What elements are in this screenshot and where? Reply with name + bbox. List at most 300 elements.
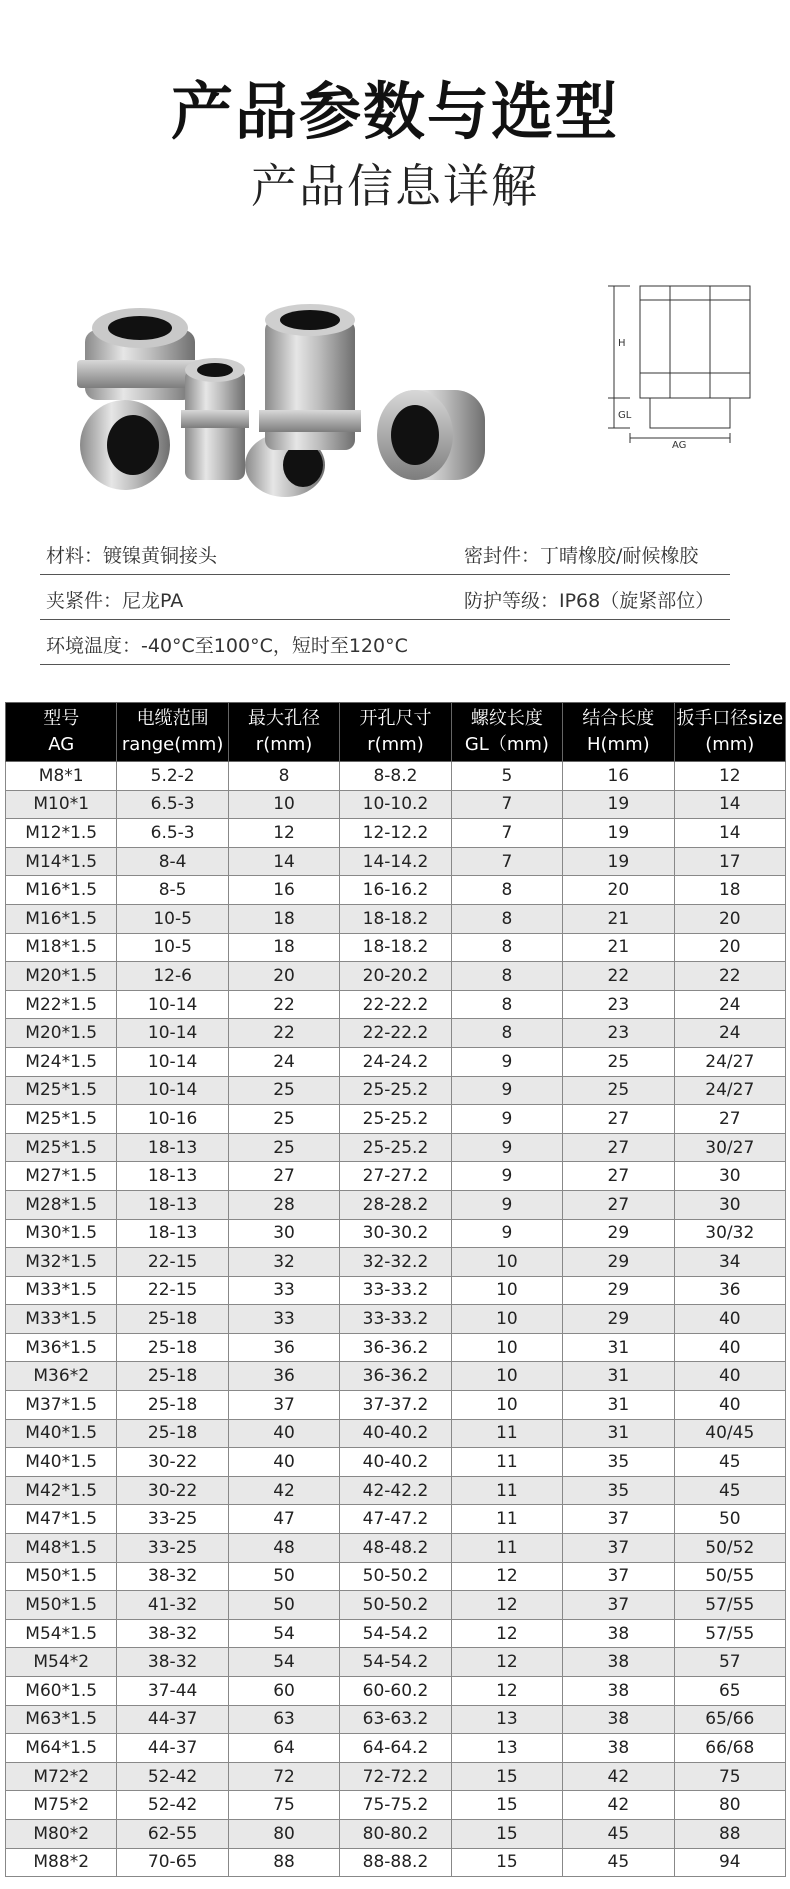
- table-cell: 25-25.2: [340, 1076, 451, 1105]
- table-cell: M20*1.5: [6, 1019, 117, 1048]
- table-cell: 38: [563, 1619, 674, 1648]
- table-cell: 40: [674, 1391, 785, 1420]
- table-cell: 88-88.2: [340, 1848, 451, 1877]
- table-row: [6, 904, 786, 933]
- table-cell: 11: [451, 1505, 562, 1534]
- table-cell: 30-30.2: [340, 1219, 451, 1248]
- table-cell: 62-55: [117, 1819, 228, 1848]
- table-cell: 18-13: [117, 1133, 228, 1162]
- table-cell: 31: [563, 1362, 674, 1391]
- drawing-label-ag: AG: [672, 440, 687, 450]
- table-cell: 57: [674, 1648, 785, 1677]
- table-row: [6, 962, 786, 991]
- table-cell: M8*1: [6, 762, 117, 791]
- table-row: [6, 1419, 786, 1448]
- table-cell: 18: [674, 876, 785, 905]
- page-title: 产品参数与选型: [170, 75, 619, 148]
- table-row: [6, 1562, 786, 1591]
- table-cell: 44-37: [117, 1705, 228, 1734]
- table-cell: 23: [563, 1019, 674, 1048]
- table-cell: 65/66: [674, 1705, 785, 1734]
- table-cell: 9: [451, 1133, 562, 1162]
- table-cell: M16*1.5: [6, 876, 117, 905]
- table-cell: 40-40.2: [340, 1448, 451, 1477]
- table-cell: M22*1.5: [6, 990, 117, 1019]
- table-cell: 30-22: [117, 1448, 228, 1477]
- page-subtitle: 产品信息详解: [251, 159, 539, 213]
- table-cell: 11: [451, 1534, 562, 1563]
- table-cell: 42: [563, 1762, 674, 1791]
- table-cell: M14*1.5: [6, 847, 117, 876]
- table-cell: 32-32.2: [340, 1248, 451, 1277]
- table-cell: 20-20.2: [340, 962, 451, 991]
- table-cell: M30*1.5: [6, 1219, 117, 1248]
- table-cell: M47*1.5: [6, 1505, 117, 1534]
- table-cell: 24/27: [674, 1047, 785, 1076]
- table-cell: 48: [228, 1534, 339, 1563]
- table-cell: M27*1.5: [6, 1162, 117, 1191]
- table-cell: M50*1.5: [6, 1591, 117, 1620]
- table-cell: 33-33.2: [340, 1276, 451, 1305]
- table-row: [6, 1591, 786, 1620]
- table-cell: 10: [228, 790, 339, 819]
- table-cell: M16*1.5: [6, 904, 117, 933]
- table-cell: 24: [228, 1047, 339, 1076]
- table-row: [6, 1219, 786, 1248]
- table-row: [6, 933, 786, 962]
- table-cell: M40*1.5: [6, 1448, 117, 1477]
- table-cell: 20: [674, 904, 785, 933]
- table-cell: 10-16: [117, 1105, 228, 1134]
- table-cell: 12: [451, 1562, 562, 1591]
- table-cell: 50: [228, 1591, 339, 1620]
- table-cell: 70-65: [117, 1848, 228, 1877]
- table-cell: 29: [563, 1248, 674, 1277]
- table-cell: 12: [451, 1591, 562, 1620]
- table-cell: 24: [674, 1019, 785, 1048]
- table-cell: 22: [674, 962, 785, 991]
- spec-list: [40, 530, 730, 665]
- table-cell: 15: [451, 1762, 562, 1791]
- table-cell: 25: [228, 1105, 339, 1134]
- table-row: [6, 1734, 786, 1763]
- table-cell: 19: [563, 847, 674, 876]
- table-row: [6, 847, 786, 876]
- column-header-title: 开孔尺寸: [359, 708, 432, 729]
- dimension-drawing: [600, 278, 760, 450]
- table-cell: 8: [451, 990, 562, 1019]
- table-row: [6, 1076, 786, 1105]
- table-cell: 54: [228, 1648, 339, 1677]
- column-header-unit: (mm): [705, 734, 755, 755]
- table-cell: 64-64.2: [340, 1734, 451, 1763]
- table-cell: 12: [451, 1619, 562, 1648]
- table-cell: 31: [563, 1419, 674, 1448]
- table-row: [6, 1305, 786, 1334]
- table-row: [6, 1534, 786, 1563]
- table-cell: 19: [563, 790, 674, 819]
- table-cell: 5.2-2: [117, 762, 228, 791]
- column-header: [563, 703, 674, 762]
- table-row: [6, 1047, 786, 1076]
- table-cell: 25-25.2: [340, 1105, 451, 1134]
- table-row: [6, 1248, 786, 1277]
- table-cell: 50-50.2: [340, 1591, 451, 1620]
- table-cell: M24*1.5: [6, 1047, 117, 1076]
- table-cell: 18: [228, 933, 339, 962]
- table-cell: 50-50.2: [340, 1562, 451, 1591]
- table-cell: 9: [451, 1190, 562, 1219]
- spec-row: [40, 530, 730, 575]
- table-cell: 38: [563, 1648, 674, 1677]
- table-cell: 28-28.2: [340, 1190, 451, 1219]
- table-cell: 29: [563, 1305, 674, 1334]
- table-cell: 33-25: [117, 1505, 228, 1534]
- table-cell: M75*2: [6, 1791, 117, 1820]
- table-cell: 21: [563, 933, 674, 962]
- column-header-title: 最大孔径: [248, 708, 321, 729]
- table-cell: 9: [451, 1105, 562, 1134]
- table-cell: M25*1.5: [6, 1105, 117, 1134]
- table-cell: 27: [563, 1133, 674, 1162]
- drawing-label-gl: GL: [618, 410, 632, 421]
- table-cell: 45: [674, 1448, 785, 1477]
- table-row: [6, 876, 786, 905]
- table-cell: 40: [228, 1419, 339, 1448]
- drawing-label-h: H: [618, 338, 626, 349]
- table-row: [6, 1648, 786, 1677]
- column-header-title: 结合长度: [582, 708, 655, 729]
- table-cell: 34: [674, 1248, 785, 1277]
- table-cell: 27: [563, 1190, 674, 1219]
- table-cell: 25-25.2: [340, 1133, 451, 1162]
- table-cell: 30-22: [117, 1476, 228, 1505]
- table-cell: 75: [228, 1791, 339, 1820]
- column-header: [117, 703, 228, 762]
- table-cell: 38: [563, 1705, 674, 1734]
- cable-gland-slim: [181, 358, 249, 480]
- table-cell: 25: [563, 1047, 674, 1076]
- table-cell: 60-60.2: [340, 1677, 451, 1706]
- table-cell: 7: [451, 819, 562, 848]
- table-cell: 40: [674, 1305, 785, 1334]
- column-header: [340, 703, 451, 762]
- table-cell: M60*1.5: [6, 1677, 117, 1706]
- table-cell: 25-18: [117, 1419, 228, 1448]
- table-cell: 50: [674, 1505, 785, 1534]
- table-cell: 12: [674, 762, 785, 791]
- table-cell: 8: [228, 762, 339, 791]
- table-cell: 31: [563, 1333, 674, 1362]
- column-header-unit: H(mm): [586, 734, 650, 755]
- column-header-unit: range(mm): [121, 734, 224, 755]
- table-cell: M12*1.5: [6, 819, 117, 848]
- table-cell: 10: [451, 1391, 562, 1420]
- table-cell: M72*2: [6, 1762, 117, 1791]
- table-cell: M80*2: [6, 1819, 117, 1848]
- table-cell: M63*1.5: [6, 1705, 117, 1734]
- table-row: [6, 790, 786, 819]
- table-cell: 65: [674, 1677, 785, 1706]
- table-cell: 27: [228, 1162, 339, 1191]
- table-cell: M10*1: [6, 790, 117, 819]
- table-cell: 18-18.2: [340, 933, 451, 962]
- table-cell: 30/32: [674, 1219, 785, 1248]
- table-cell: 42-42.2: [340, 1476, 451, 1505]
- table-cell: 24: [674, 990, 785, 1019]
- table-cell: 60: [228, 1677, 339, 1706]
- table-cell: 22: [228, 990, 339, 1019]
- table-cell: 25: [228, 1076, 339, 1105]
- table-cell: 12: [228, 819, 339, 848]
- table-cell: 57/55: [674, 1591, 785, 1620]
- table-cell: 8: [451, 876, 562, 905]
- table-cell: 10: [451, 1276, 562, 1305]
- table-cell: 25-18: [117, 1362, 228, 1391]
- table-cell: 25: [563, 1076, 674, 1105]
- table-cell: 35: [563, 1476, 674, 1505]
- table-cell: 10-14: [117, 990, 228, 1019]
- table-cell: 33: [228, 1305, 339, 1334]
- table-cell: 37-44: [117, 1677, 228, 1706]
- table-cell: 6.5-3: [117, 790, 228, 819]
- table-cell: 7: [451, 790, 562, 819]
- table-cell: 30: [228, 1219, 339, 1248]
- table-cell: 37: [563, 1505, 674, 1534]
- table-cell: M50*1.5: [6, 1562, 117, 1591]
- table-cell: 42: [228, 1476, 339, 1505]
- table-cell: 10-14: [117, 1076, 228, 1105]
- column-header: [674, 703, 785, 762]
- table-cell: 41-32: [117, 1591, 228, 1620]
- table-cell: 30: [674, 1190, 785, 1219]
- table-cell: 20: [563, 876, 674, 905]
- cable-gland-large-left: [77, 308, 203, 400]
- table-cell: 12: [451, 1648, 562, 1677]
- table-cell: 40: [228, 1448, 339, 1477]
- table-cell: 8-4: [117, 847, 228, 876]
- table-row: [6, 1276, 786, 1305]
- table-row: [6, 1762, 786, 1791]
- table-cell: 38-32: [117, 1648, 228, 1677]
- table-cell: 22: [563, 962, 674, 991]
- table-cell: 88: [228, 1848, 339, 1877]
- table-cell: 37: [563, 1534, 674, 1563]
- table-cell: 20: [674, 933, 785, 962]
- cable-gland-far-right: [377, 390, 485, 480]
- table-cell: 27: [563, 1105, 674, 1134]
- table-cell: 10: [451, 1248, 562, 1277]
- table-row: [6, 1190, 786, 1219]
- table-cell: 29: [563, 1276, 674, 1305]
- table-cell: 63-63.2: [340, 1705, 451, 1734]
- table-cell: 13: [451, 1705, 562, 1734]
- table-cell: 15: [451, 1791, 562, 1820]
- table-row: [6, 1848, 786, 1877]
- table-cell: 10-10.2: [340, 790, 451, 819]
- table-cell: 5: [451, 762, 562, 791]
- table-cell: 11: [451, 1476, 562, 1505]
- table-cell: 21: [563, 904, 674, 933]
- table-cell: 9: [451, 1076, 562, 1105]
- column-header: [228, 703, 339, 762]
- table-cell: 50/52: [674, 1534, 785, 1563]
- table-cell: 18-13: [117, 1162, 228, 1191]
- spec-table: [5, 702, 786, 1877]
- column-header-title: 电缆范围: [136, 708, 209, 729]
- spec-protection: 防护等级：IP68（旋紧部位）: [464, 590, 715, 612]
- table-cell: 75: [674, 1762, 785, 1791]
- table-cell: 75-75.2: [340, 1791, 451, 1820]
- table-cell: 17: [674, 847, 785, 876]
- spec-clamp: 夹紧件：尼龙PA: [46, 590, 184, 612]
- table-cell: 16: [228, 876, 339, 905]
- table-cell: 50/55: [674, 1562, 785, 1591]
- table-cell: 18-13: [117, 1219, 228, 1248]
- table-row: [6, 1019, 786, 1048]
- table-cell: 18-13: [117, 1190, 228, 1219]
- column-header-unit: r(mm): [367, 734, 424, 755]
- table-cell: M18*1.5: [6, 933, 117, 962]
- table-cell: M40*1.5: [6, 1419, 117, 1448]
- table-cell: M54*1.5: [6, 1619, 117, 1648]
- table-cell: 29: [563, 1219, 674, 1248]
- table-row: [6, 1677, 786, 1706]
- table-cell: 31: [563, 1391, 674, 1420]
- table-cell: 72: [228, 1762, 339, 1791]
- table-cell: 38: [563, 1734, 674, 1763]
- table-cell: M48*1.5: [6, 1534, 117, 1563]
- table-cell: 47: [228, 1505, 339, 1534]
- table-cell: 27-27.2: [340, 1162, 451, 1191]
- table-cell: 94: [674, 1848, 785, 1877]
- table-row: [6, 1133, 786, 1162]
- column-header: [6, 703, 117, 762]
- table-cell: 36-36.2: [340, 1333, 451, 1362]
- table-row: [6, 1162, 786, 1191]
- table-cell: 12-12.2: [340, 819, 451, 848]
- table-cell: 10: [451, 1305, 562, 1334]
- table-cell: 42: [563, 1791, 674, 1820]
- table-cell: 37: [563, 1591, 674, 1620]
- table-cell: 33-25: [117, 1534, 228, 1563]
- cable-gland-large-right: [259, 304, 361, 450]
- table-cell: 44-37: [117, 1734, 228, 1763]
- table-cell: 12-6: [117, 962, 228, 991]
- table-cell: 28: [228, 1190, 339, 1219]
- table-cell: 40: [674, 1333, 785, 1362]
- table-cell: 11: [451, 1448, 562, 1477]
- column-header: [451, 703, 562, 762]
- table-cell: M54*2: [6, 1648, 117, 1677]
- table-cell: 16-16.2: [340, 876, 451, 905]
- table-row: [6, 1791, 786, 1820]
- table-cell: 23: [563, 990, 674, 1019]
- table-cell: 25-18: [117, 1333, 228, 1362]
- table-cell: 27: [563, 1162, 674, 1191]
- table-row: [6, 1448, 786, 1477]
- table-cell: 8-5: [117, 876, 228, 905]
- table-row: [6, 990, 786, 1019]
- table-row: [6, 1619, 786, 1648]
- table-cell: 40: [674, 1362, 785, 1391]
- table-cell: M88*2: [6, 1848, 117, 1877]
- table-cell: M36*2: [6, 1362, 117, 1391]
- table-cell: 40/45: [674, 1419, 785, 1448]
- table-cell: 8: [451, 1019, 562, 1048]
- table-cell: 32: [228, 1248, 339, 1277]
- column-header-title: 型号: [43, 708, 80, 729]
- table-cell: 15: [451, 1819, 562, 1848]
- table-cell: 14: [674, 819, 785, 848]
- table-row: [6, 1391, 786, 1420]
- table-cell: M33*1.5: [6, 1305, 117, 1334]
- cable-gland-front-left: [80, 400, 170, 490]
- product-photo: [55, 300, 545, 500]
- table-cell: 11: [451, 1419, 562, 1448]
- table-cell: 27: [674, 1105, 785, 1134]
- table-cell: 6.5-3: [117, 819, 228, 848]
- column-header-title: 扳手口径size: [676, 708, 784, 729]
- table-cell: 66/68: [674, 1734, 785, 1763]
- table-cell: 8: [451, 904, 562, 933]
- table-cell: 48-48.2: [340, 1534, 451, 1563]
- table-cell: 18: [228, 904, 339, 933]
- spec-temperature: 环境温度：-40°C至100°C，短时至120°C: [46, 635, 408, 657]
- table-cell: 50: [228, 1562, 339, 1591]
- table-cell: 8: [451, 962, 562, 991]
- table-cell: 8: [451, 933, 562, 962]
- table-cell: 13: [451, 1734, 562, 1763]
- table-cell: 37: [228, 1391, 339, 1420]
- table-cell: 54-54.2: [340, 1619, 451, 1648]
- table-cell: 10: [451, 1362, 562, 1391]
- table-cell: 38-32: [117, 1619, 228, 1648]
- table-cell: 9: [451, 1047, 562, 1076]
- table-cell: M32*1.5: [6, 1248, 117, 1277]
- table-cell: 38: [563, 1677, 674, 1706]
- table-cell: 22-15: [117, 1276, 228, 1305]
- table-cell: 20: [228, 962, 339, 991]
- table-cell: 25-18: [117, 1391, 228, 1420]
- table-cell: 36: [228, 1362, 339, 1391]
- table-row: [6, 1362, 786, 1391]
- spec-row: [40, 620, 730, 665]
- table-cell: M28*1.5: [6, 1190, 117, 1219]
- table-cell: 45: [674, 1476, 785, 1505]
- table-cell: 30/27: [674, 1133, 785, 1162]
- table-cell: M25*1.5: [6, 1133, 117, 1162]
- table-cell: 37: [563, 1562, 674, 1591]
- table-cell: 25: [228, 1133, 339, 1162]
- table-cell: 10-14: [117, 1047, 228, 1076]
- table-cell: 36: [674, 1276, 785, 1305]
- table-cell: 36: [228, 1333, 339, 1362]
- table-cell: 54: [228, 1619, 339, 1648]
- table-cell: 52-42: [117, 1791, 228, 1820]
- table-cell: 63: [228, 1705, 339, 1734]
- table-cell: M25*1.5: [6, 1076, 117, 1105]
- table-cell: 80-80.2: [340, 1819, 451, 1848]
- table-cell: M42*1.5: [6, 1476, 117, 1505]
- table-cell: 10-14: [117, 1019, 228, 1048]
- table-cell: 9: [451, 1219, 562, 1248]
- table-header-row: [6, 703, 786, 762]
- table-cell: 33: [228, 1276, 339, 1305]
- table-row: [6, 1476, 786, 1505]
- table-cell: 57/55: [674, 1619, 785, 1648]
- table-cell: 24/27: [674, 1076, 785, 1105]
